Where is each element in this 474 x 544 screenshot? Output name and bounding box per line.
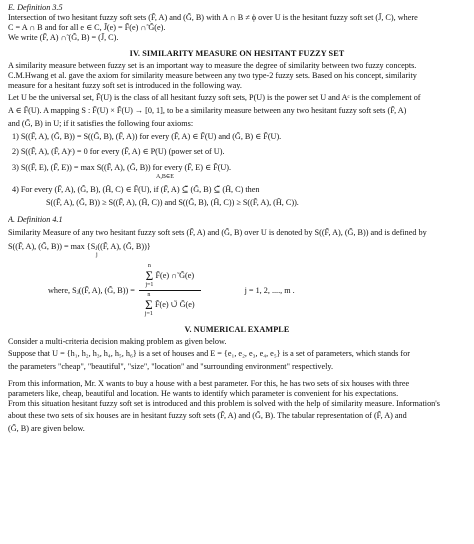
sum-upper: n — [147, 262, 151, 269]
paragraph-line: measure for a hesitant fuzzy soft set is introduced in the following way. — [8, 81, 242, 90]
sum-symbol — [145, 292, 153, 318]
formula-numerator-group — [139, 262, 200, 290]
formula-lhs: where, Sⱼ((F̃, A), (G̃, B)) = — [48, 285, 135, 295]
paragraph-line: Let U be the universal set, F̃(U) is the class of all hesitant fuzzy soft sets, P(U) is the power set U and Aᶜ is the complement of — [8, 93, 421, 102]
sum-symbol — [145, 263, 153, 289]
definition-4-1-label: A. Definition 4.1 — [8, 215, 63, 225]
axiom-4: 4) For every (F̃, A), (G̃, B), (H̃, C) ∈ F̃(U), if (F̃, A) ⊆̃ (G̃, B) ⊆̃ (H̃, C) then — [12, 185, 260, 195]
paragraph-line: and (G̃, B) in U; if it satisfies the following four axioms: — [8, 119, 194, 128]
formula-denominator-group — [139, 291, 201, 319]
section-4-paragraph-2 — [8, 93, 466, 129]
sigma-icon: Σ — [145, 268, 154, 284]
definition-3-5-line-2: C = A ∩ B and for all e ∈ C, J̃(e) = F̃(e) ∩̃ G̃(e). — [8, 23, 166, 32]
section-4-heading: IV. SIMILARITY MEASURE ON HESITANT FUZZY SET — [129, 49, 345, 58]
paragraph-line: (G̃, B) are given below. — [8, 423, 85, 433]
section-4-paragraph-1 — [8, 61, 466, 91]
axiom-list — [8, 132, 466, 208]
paragraph-line: Consider a multi-criteria decision making problem as given below. — [8, 336, 227, 346]
section-5-heading: V. NUMERICAL EXAMPLE — [184, 324, 290, 334]
axiom-4-continuation: S((F̃, A), (G̃, B)) ≥ S((F̃, A), (H̃, C)) and S((G̃, B), (H̃, C)) ≥ S((F̃, A), (H̃, C)). — [46, 198, 299, 208]
axiom-1: 1) S((F̃, A), (G̃, B)) = S((G̃, B), (F̃, A)) for every (F̃, A) ∈ F̃(U) and (G̃, B) ∈ F̃(U). — [12, 132, 282, 141]
axiom-3: 3) S((F̃, E), (F̃, E)) = max S((F̃, A), (G̃, B)) for every (F̃, E) ∈ F̃(U). — [12, 163, 232, 172]
definition-4-1-line-2: S((F̃, A), (G̃, B)) = max {Sⱼ((F̃, A), (G̃, B))} — [8, 242, 151, 252]
formula-index-range: j = 1, 2, ...., m . — [244, 285, 295, 295]
axiom-2: 2) S((F̃, A), (F̃, A)ᶜ) = 0 for every (F̃, A) ∈ P(U) (power set of U). — [12, 147, 225, 156]
paragraph-line: From this information, Mr. X wants to buy a house with a best parameter. For this, he has two sets of six houses with three — [8, 378, 410, 388]
formula-numerator: F̃(e) ∩̃ G̃(e) — [155, 270, 195, 280]
formula-fraction — [139, 262, 201, 320]
paragraph-line: A similarity measure between fuzzy set is an important way to measure the degree of similarity between two fuzzy concepts. — [8, 61, 417, 70]
definition-3-5-line-1: Intersection of two hesitant fuzzy soft sets (F̃, A) and (G̃, B) with A ∩ B ≠ ϕ over U is the hesitant fuzzy soft set (J̃, C), where — [8, 13, 418, 22]
section-5-paragraph-1 — [8, 337, 466, 372]
sum-upper: n — [147, 292, 151, 299]
definition-4-1-line-1: Similarity Measure of any two hesitant fuzzy soft sets (F̃, A) and (G̃, B) over U is denoted by S((F̃, A), (G̃, B)) and is defined by — [8, 228, 427, 238]
sum-lower: j=1 — [144, 311, 153, 318]
paragraph-line: A ∈ F̃(U). A mapping S : F̃(U) × F̃(U) → [0, 1], to be a similarity measure between any two hesitant fuzzy soft sets (F̃, A) — [8, 106, 407, 115]
axiom-3-subscript: A,B∈E — [156, 174, 174, 180]
similarity-formula — [48, 263, 466, 319]
paragraph-line: about these two sets of six houses are in hesitant fuzzy soft sets (F̃, A) and (G̃, B). The tabular representation of (F̃, A) and — [8, 410, 407, 420]
definition-3-5-label: E. Definition 3.5 — [8, 3, 63, 12]
definition-4-1-max-subscript: j — [96, 252, 98, 259]
paragraph-line: parameters like, cheap, beautiful and location. He wants to identify which parameter is convenient for his expectations. — [8, 388, 399, 398]
paragraph-line: From this situation hesitant fuzzy soft set is introduced and this problem is solved with the help of similarity measure. Information's — [8, 398, 440, 408]
section-5-paragraph-2 — [8, 379, 466, 434]
paragraph-line: Suppose that U = {h₁, h₂, h₃, h₄, h₅, h₆} is a set of houses and E = {e₁, e₂, e₃, e₄, e₅} is a set of parameters, which stands for — [8, 348, 410, 358]
formula-denominator: F̃(e) ∪̃ G̃(e) — [154, 300, 195, 310]
paragraph-line: the parameters "cheap", "beautiful", "size", "location" and "surrounding environment" respectively. — [8, 361, 334, 371]
sigma-icon: Σ — [145, 297, 153, 313]
sum-lower: j=1 — [145, 281, 154, 288]
paragraph-line: C.M.Hwang et al. gave the axiom for similarity measure between any two type-2 fuzzy sets. Based on his concept, similarity — [8, 71, 417, 80]
definition-3-5-line-3: We write (F̃, A) ∩̃ (G̃, B) = (J̃, C). — [8, 33, 119, 42]
